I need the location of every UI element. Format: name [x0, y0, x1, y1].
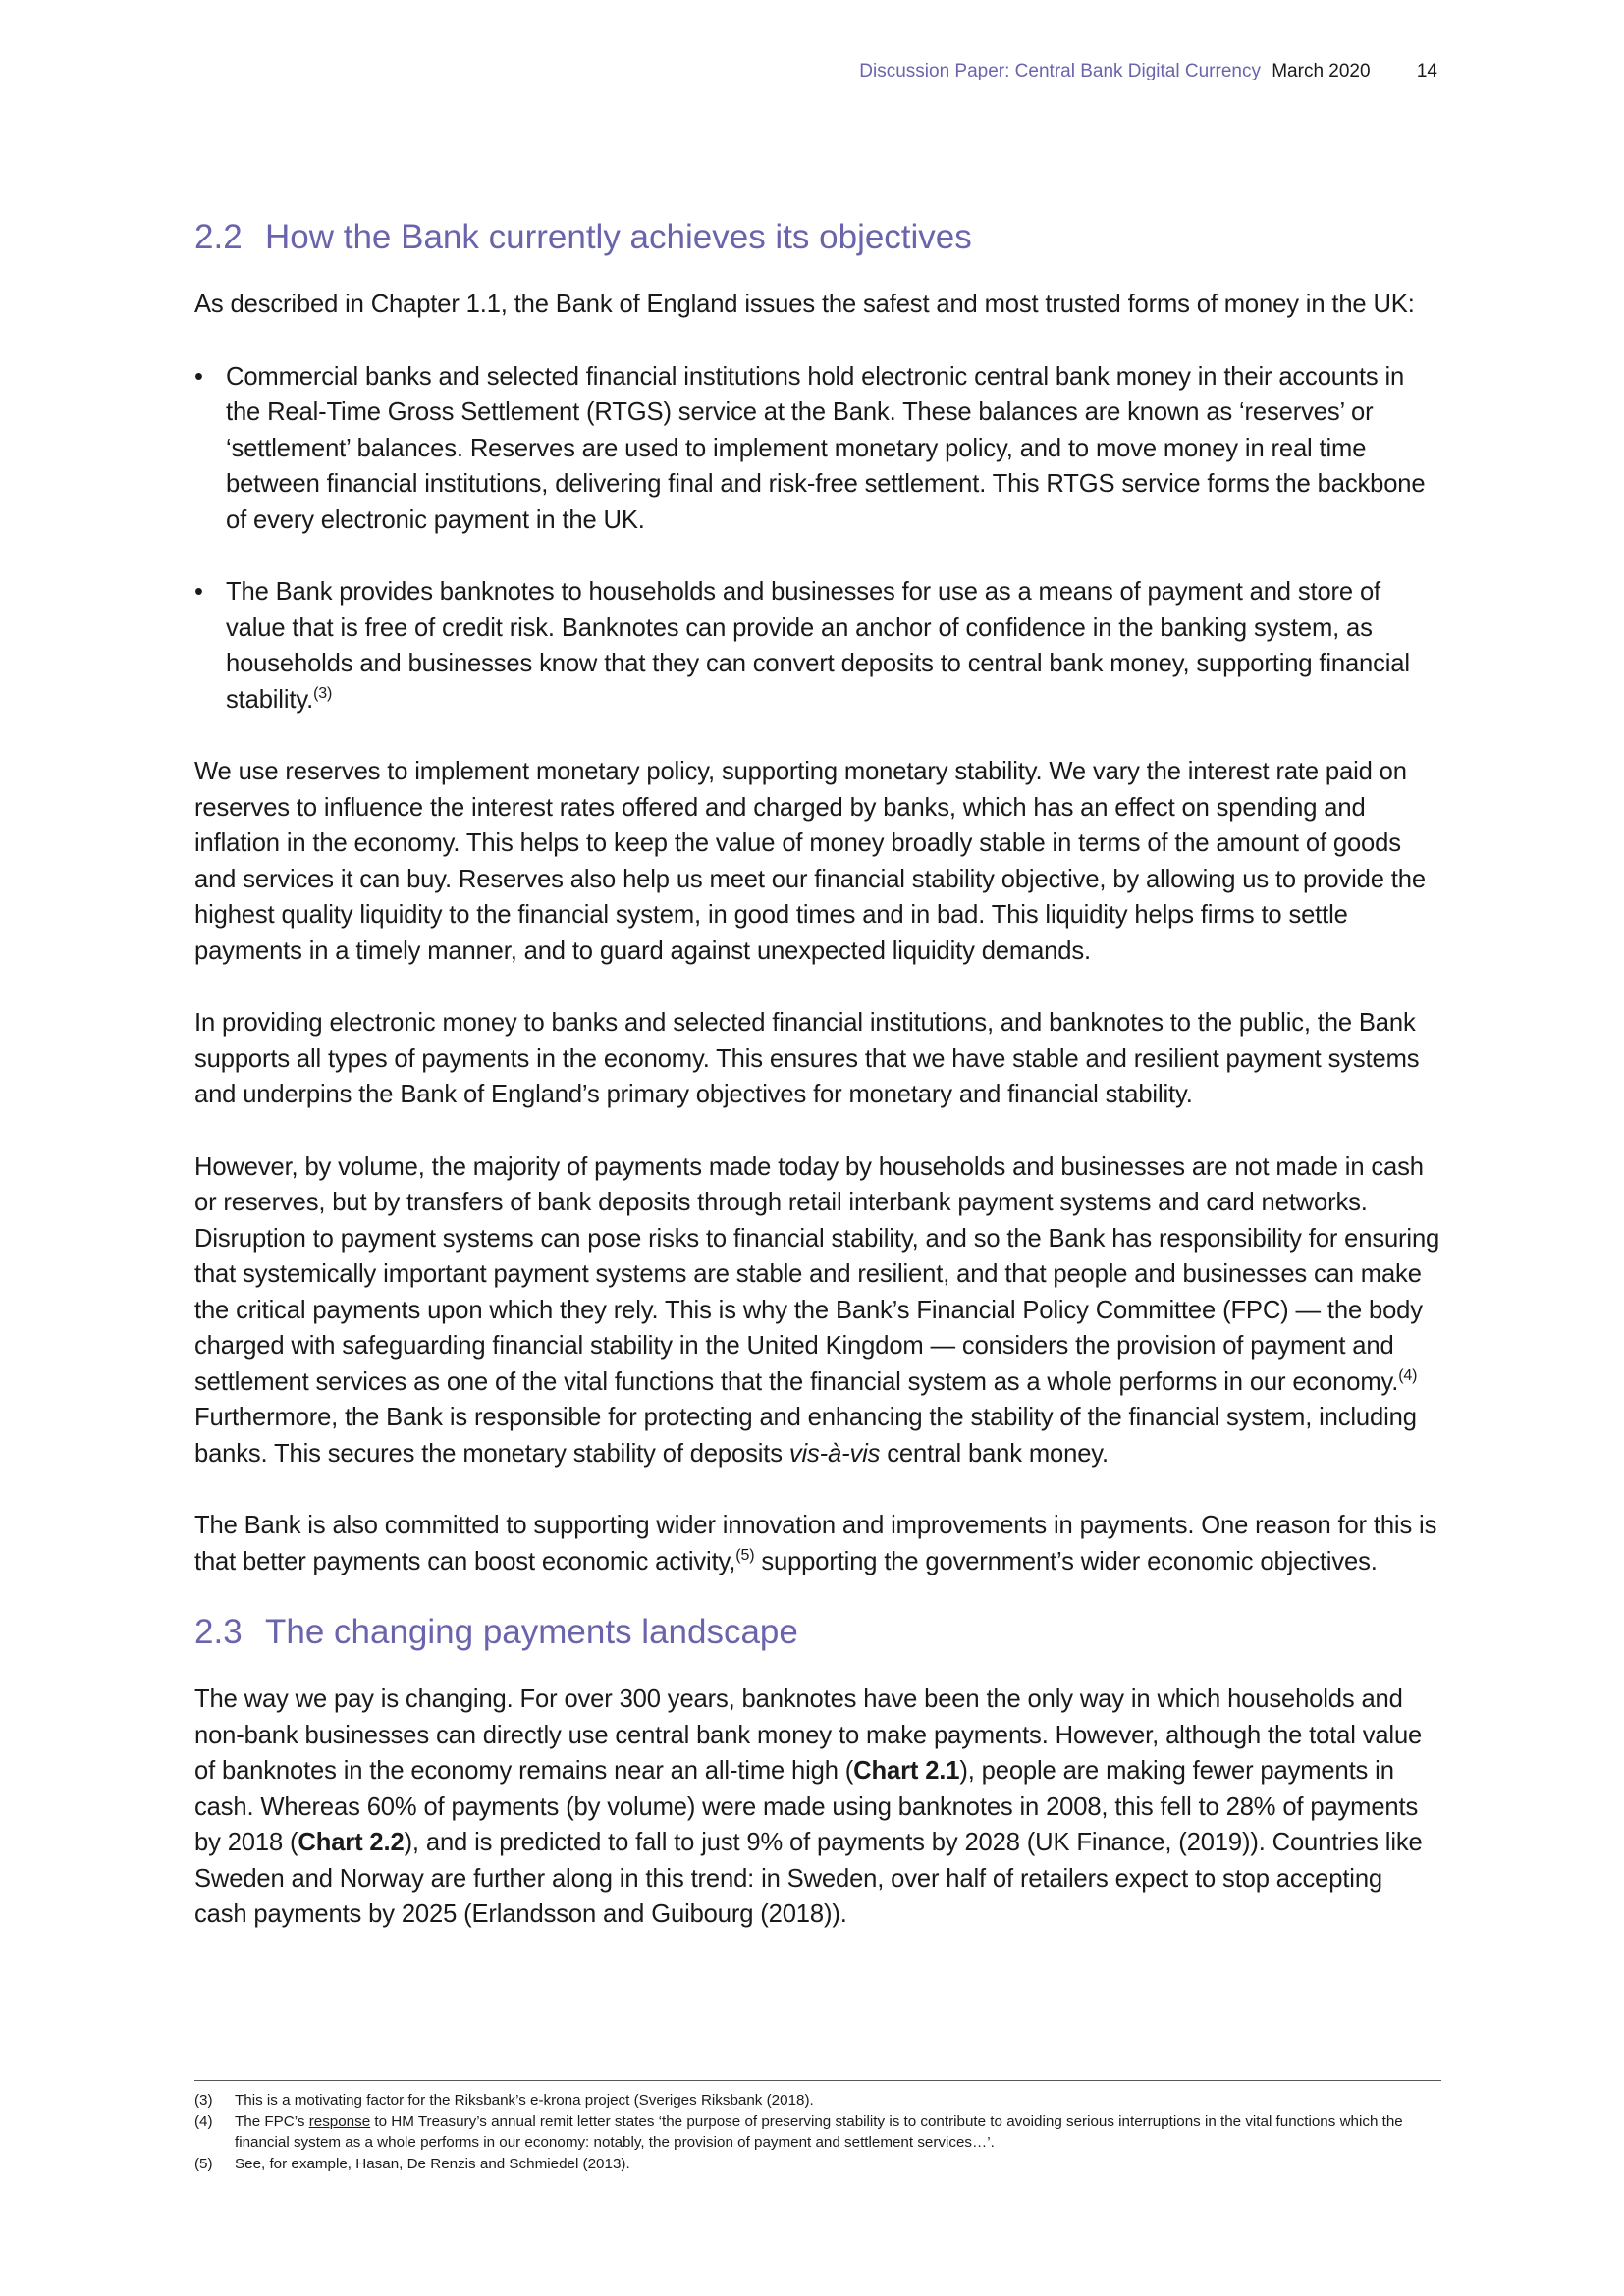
footnotes	[194, 2090, 1441, 2174]
document-date: March 2020	[1272, 61, 1371, 81]
running-header	[859, 61, 1437, 82]
paragraph-electronic-money: In providing electronic money to banks and selected financial institutions, and banknotes to the public, the Bank supports all types of payments in the economy. This ensures that we have stable and resilient payment systems and underpins the Bank of England’s primary objectives for monetary and financial stability.	[194, 1009, 1420, 1108]
footnote-5: (5) See, for example, Hasan, De Renzis and Schmiedel (2013).	[194, 2155, 630, 2172]
section-title: How the Bank currently achieves its objectives	[265, 218, 972, 256]
bullet-item-reserves: • Commercial banks and selected financial institutions hold electronic central bank money in their accounts in the Real-Time Gross Settlement (RTGS) service at the Bank. These balances are known as ‘reserves’ or ‘settlement’ balances. Reserves are used to implement monetary policy, and to move money in real time between financial institutions, delivering final and risk-free settlement. This RTGS service forms the backbone of every electronic payment in the UK.	[194, 359, 1441, 539]
chart-reference-2-1[interactable]: Chart 2.1	[853, 1757, 960, 1785]
section-number: 2.2	[194, 218, 243, 256]
footnote-3: (3) This is a motivating factor for the Riksbank’s e-krona project (Sveriges Riksbank (2018).	[194, 2092, 814, 2109]
section-number: 2.3	[194, 1613, 243, 1651]
footnote-4: (4) The FPC’s response to HM Treasury’s annual remit letter states ‘the purpose of preserving stability is to contribute to avoiding serious interruptions in the vital functions which the financial system as a whole performs in our economy: notably, the provision of payment and settlement services…’.	[194, 2112, 1403, 2151]
paragraph-payment-systems: However, by volume, the majority of payments made today by households and businesses are not made in cash or reserves, but by transfers of bank deposits through retail interbank payment systems and card networks. Disruption to payment systems can pose risks to financial stability, and so the Bank has responsibility for ensuring that systemically important payment systems are stable and resilient, and that people and businesses can make the critical payments upon which they rely. This is why the Bank’s Financial Policy Committee (FPC) — the body charged with safeguarding financial stability in the United Kingdom — considers the provision of payment and settlement services as one of the vital functions that the financial system as a whole performs in our economy.$^{(4)}$ Furthermore, the Bank is responsible for protecting and enhancing the stability of the financial system, including banks. This secures the monetary stability of deposits vis-à-vis central bank money.	[194, 1152, 1440, 1468]
paragraph-innovation: The Bank is also committed to supporting wider innovation and improvements in payments. One reason for this is that better payments can boost economic activity,$^{(5)}$ supporting the government’s wider economic objectives.	[194, 1512, 1437, 1575]
section-heading-2-2	[194, 214, 1441, 261]
chart-reference-2-2[interactable]: Chart 2.2	[298, 1829, 405, 1856]
footnote-ref-4[interactable]: (4)	[1398, 1366, 1418, 1384]
footnote-ref-3[interactable]: (3)	[313, 684, 333, 702]
footnote-ref-5[interactable]: (5)	[735, 1546, 755, 1564]
paragraph-changing-payments: The way we pay is changing. For over 300 years, banknotes have been the only way in which households and non-bank businesses can directly use central bank money to make payments. However, although the total value of banknotes in the economy remains near an all-time high (Chart 2.1), people are making fewer payments in cash. Whereas 60% of payments (by volume) were made using banknotes in 2008, this fell to 28% of payments by 2018 (Chart 2.2), and is predicted to fall to just 9% of payments by 2028 (UK Finance, (2019)). Countries like Sweden and Norway are further along in this trend: in Sweden, over half of retailers expect to stop accepting cash payments by 2025 (Erlandsson and Guibourg (2018)).	[194, 1685, 1423, 1928]
response-link[interactable]: response	[308, 2112, 371, 2130]
section-heading-2-3	[194, 1609, 1441, 1656]
page-body	[194, 214, 1441, 1933]
paragraph-monetary-policy: We use reserves to implement monetary policy, supporting monetary stability. We vary the interest rate paid on reserves to influence the interest rates offered and charged by banks, which has an effect on spending and inflation in the economy. This helps to keep the value of money broadly stable in terms of the amount of goods and services it can buy. Reserves also help us meet our financial stability objective, by allowing us to provide the highest quality liquidity to the financial system, in good times and in bad. This liquidity helps firms to settle payments in a timely manner, and to guard against unexpected liquidity demands.	[194, 758, 1426, 965]
bullet-list	[194, 359, 1441, 719]
bullet-marker: •	[194, 362, 203, 391]
bullet-item-banknotes: • The Bank provides banknotes to households and businesses for use as a means of payment and store of value that is free of credit risk. Banknotes can provide an anchor of confidence in the banking system, as households and businesses know that they can convert deposits to central bank money, supporting financial stability.$^{(3)}$	[194, 574, 1441, 718]
intro-paragraph: As described in Chapter 1.1, the Bank of England issues the safest and most trusted forms of money in the UK:	[194, 291, 1415, 318]
page-number: 14	[1416, 61, 1437, 81]
section-title: The changing payments landscape	[265, 1613, 798, 1651]
bullet-marker: •	[194, 578, 203, 606]
footnote-divider	[194, 2080, 1441, 2081]
document-title: Discussion Paper: Central Bank Digital Currency	[859, 61, 1261, 81]
